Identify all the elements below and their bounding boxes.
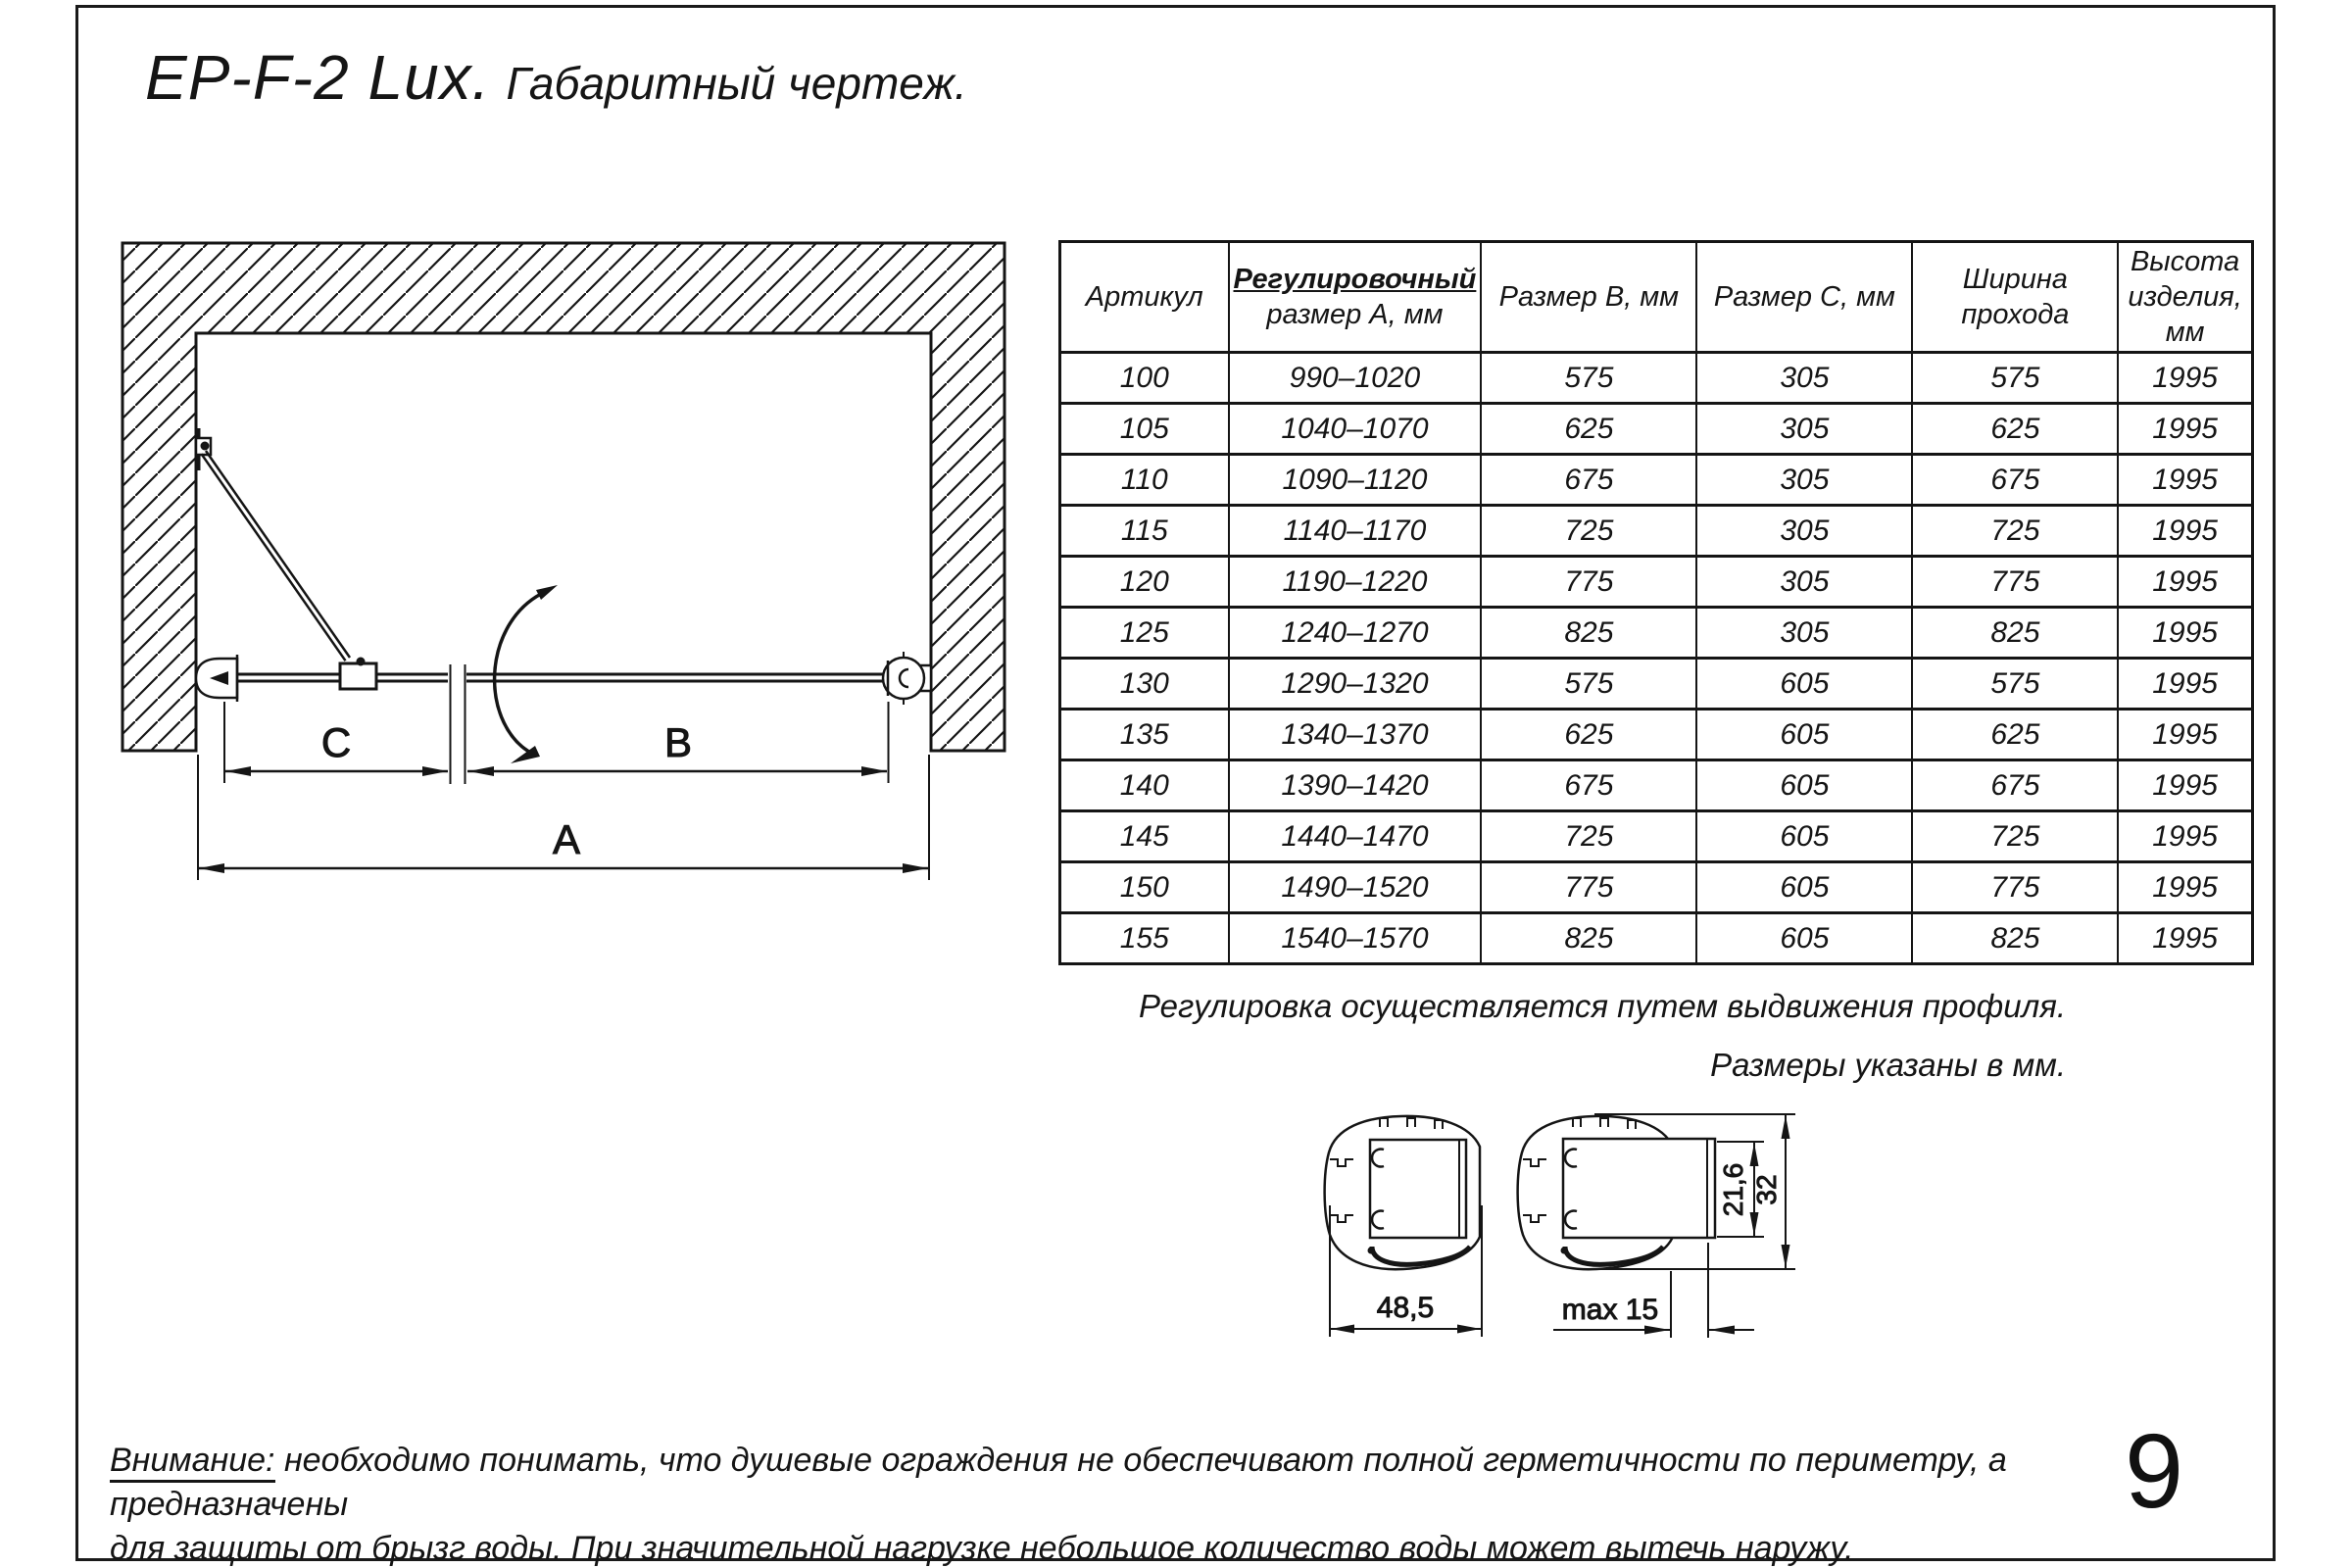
dim-label-glass: 21,6 <box>1718 1162 1748 1217</box>
center-connector <box>340 658 376 690</box>
warning-label: Внимание: <box>110 1442 275 1483</box>
table-cell: 305 <box>1696 404 1912 455</box>
table-cell: 1995 <box>2118 760 2252 811</box>
table-cell: 575 <box>1912 659 2118 710</box>
table-cell: 605 <box>1696 710 1912 760</box>
page-title <box>145 41 967 114</box>
table-cell: 1540–1570 <box>1229 913 1482 964</box>
table-cell: 575 <box>1481 353 1696 404</box>
table-cell: 1390–1420 <box>1229 760 1482 811</box>
table-cell: 135 <box>1060 710 1229 760</box>
table-row <box>1060 760 2253 811</box>
page-number: 9 <box>2125 1411 2184 1530</box>
profile-section-closed <box>1325 1116 1480 1269</box>
col-header-product-height: Высота изделия, мм <box>2118 242 2252 353</box>
table-cell: 825 <box>1912 913 2118 964</box>
table-cell: 675 <box>1481 455 1696 506</box>
table-cell: 1040–1070 <box>1229 404 1482 455</box>
table-row <box>1060 506 2253 557</box>
table-cell: 725 <box>1481 506 1696 557</box>
table-cell: 1140–1170 <box>1229 506 1482 557</box>
table-cell: 130 <box>1060 659 1229 710</box>
table-cell: 305 <box>1696 608 1912 659</box>
col-header-size-a: Регулировочный размер А, мм <box>1229 242 1482 353</box>
table-cell: 825 <box>1912 608 2118 659</box>
dim-label-b: B <box>663 719 693 765</box>
size-spec-table <box>1058 240 2254 965</box>
table-row <box>1060 862 2253 913</box>
table-cell: 825 <box>1481 913 1696 964</box>
table-cell: 625 <box>1912 710 2118 760</box>
table-row <box>1060 811 2253 862</box>
table-row <box>1060 557 2253 608</box>
table-cell: 625 <box>1481 404 1696 455</box>
table-cell: 1995 <box>2118 913 2252 964</box>
col-header-passage-width: Ширина прохода <box>1912 242 2118 353</box>
table-body <box>1060 353 2253 964</box>
title-subtitle: Габаритный чертеж. <box>506 58 967 109</box>
col-header-size-c: Размер С, мм <box>1696 242 1912 353</box>
door-hinge-bottom <box>357 658 366 666</box>
table-cell: 1995 <box>2118 862 2252 913</box>
table-cell: 605 <box>1696 862 1912 913</box>
plan-view-drawing <box>108 225 1029 902</box>
table-cell: 1995 <box>2118 811 2252 862</box>
table-cell: 725 <box>1481 811 1696 862</box>
table-cell: 1290–1320 <box>1229 659 1482 710</box>
table-row <box>1060 404 2253 455</box>
profile-section-extended <box>1518 1116 1715 1269</box>
dim-label-width: 48,5 <box>1376 1292 1435 1324</box>
table-cell: 305 <box>1696 557 1912 608</box>
dimension-c <box>224 702 448 783</box>
table-cell: 675 <box>1481 760 1696 811</box>
table-cell: 775 <box>1912 862 2118 913</box>
table-cell: 575 <box>1481 659 1696 710</box>
dim-label-max: max 15 <box>1561 1294 1659 1326</box>
table-cell: 1190–1220 <box>1229 557 1482 608</box>
table-cell: 125 <box>1060 608 1229 659</box>
table-cell: 1995 <box>2118 710 2252 760</box>
table-cell: 1995 <box>2118 353 2252 404</box>
col-header-article: Артикул <box>1060 242 1229 353</box>
table-cell: 1240–1270 <box>1229 608 1482 659</box>
right-wall-profile <box>883 652 931 705</box>
table-cell: 305 <box>1696 506 1912 557</box>
note-units: Размеры указаны в мм. <box>1710 1047 2066 1083</box>
table-cell: 605 <box>1696 760 1912 811</box>
table-cell: 1995 <box>2118 557 2252 608</box>
table-row <box>1060 608 2253 659</box>
table-row <box>1060 455 2253 506</box>
table-cell: 605 <box>1696 659 1912 710</box>
table-cell: 1995 <box>2118 608 2252 659</box>
table-cell: 1440–1470 <box>1229 811 1482 862</box>
gap-extension-lines <box>451 664 466 784</box>
table-cell: 725 <box>1912 811 2118 862</box>
warning-line-1 <box>110 1439 2060 1527</box>
table-cell: 105 <box>1060 404 1229 455</box>
table-cell: 140 <box>1060 760 1229 811</box>
table-cell: 1090–1120 <box>1229 455 1482 506</box>
table-row <box>1060 710 2253 760</box>
table-cell: 775 <box>1912 557 2118 608</box>
table-cell: 150 <box>1060 862 1229 913</box>
table-cell: 305 <box>1696 353 1912 404</box>
table-cell: 625 <box>1481 710 1696 760</box>
table-cell: 1995 <box>2118 659 2252 710</box>
table-cell: 100 <box>1060 353 1229 404</box>
table-cell: 110 <box>1060 455 1229 506</box>
table-row <box>1060 913 2253 964</box>
table-cell: 115 <box>1060 506 1229 557</box>
note-adjustment: Регулировка осуществляется путем выдвижения профиля. <box>1138 988 2066 1024</box>
table-cell: 305 <box>1696 455 1912 506</box>
col-header-size-b: Размер В, мм <box>1481 242 1696 353</box>
dim-label-c: C <box>320 719 352 765</box>
profile-cross-sections <box>1303 1063 2107 1357</box>
table-cell: 775 <box>1481 557 1696 608</box>
table-header-row <box>1060 242 2253 353</box>
table-cell: 625 <box>1912 404 2118 455</box>
table-cell: 605 <box>1696 811 1912 862</box>
swing-arrow-top <box>536 585 558 600</box>
glass-panels <box>237 674 888 681</box>
warning-line-2: для защиты от брызг воды. При значительной нагрузке небольшое количество воды может вытечь наружу. <box>110 1529 1854 1567</box>
table-cell: 1340–1370 <box>1229 710 1482 760</box>
door-hinge-top <box>201 442 210 451</box>
warning-note <box>110 1439 2060 1568</box>
table-cell: 155 <box>1060 913 1229 964</box>
left-wall-profile <box>196 655 237 702</box>
dim-label-height: 32 <box>1751 1174 1782 1205</box>
dimension-a <box>198 755 929 880</box>
dimension-b <box>467 702 889 783</box>
table-cell: 1490–1520 <box>1229 862 1482 913</box>
table-cell: 775 <box>1481 862 1696 913</box>
folding-door-open <box>196 428 350 661</box>
table-cell: 145 <box>1060 811 1229 862</box>
table-row <box>1060 659 2253 710</box>
table-cell: 1995 <box>2118 404 2252 455</box>
table-cell: 825 <box>1481 608 1696 659</box>
model-name: EP-F-2 Lux. <box>145 42 491 113</box>
table-cell: 1995 <box>2118 455 2252 506</box>
table-cell: 575 <box>1912 353 2118 404</box>
warning-text-1: необходимо понимать, что душевые ограждения не обеспечивают полной герметичности по периметру, а предназначены <box>110 1442 2007 1523</box>
dim-label-a: A <box>552 816 581 862</box>
table-cell: 990–1020 <box>1229 353 1482 404</box>
table-cell: 675 <box>1912 455 2118 506</box>
table-cell: 725 <box>1912 506 2118 557</box>
table-cell: 605 <box>1696 913 1912 964</box>
table-cell: 1995 <box>2118 506 2252 557</box>
table-row <box>1060 353 2253 404</box>
table-cell: 120 <box>1060 557 1229 608</box>
table-cell: 675 <box>1912 760 2118 811</box>
